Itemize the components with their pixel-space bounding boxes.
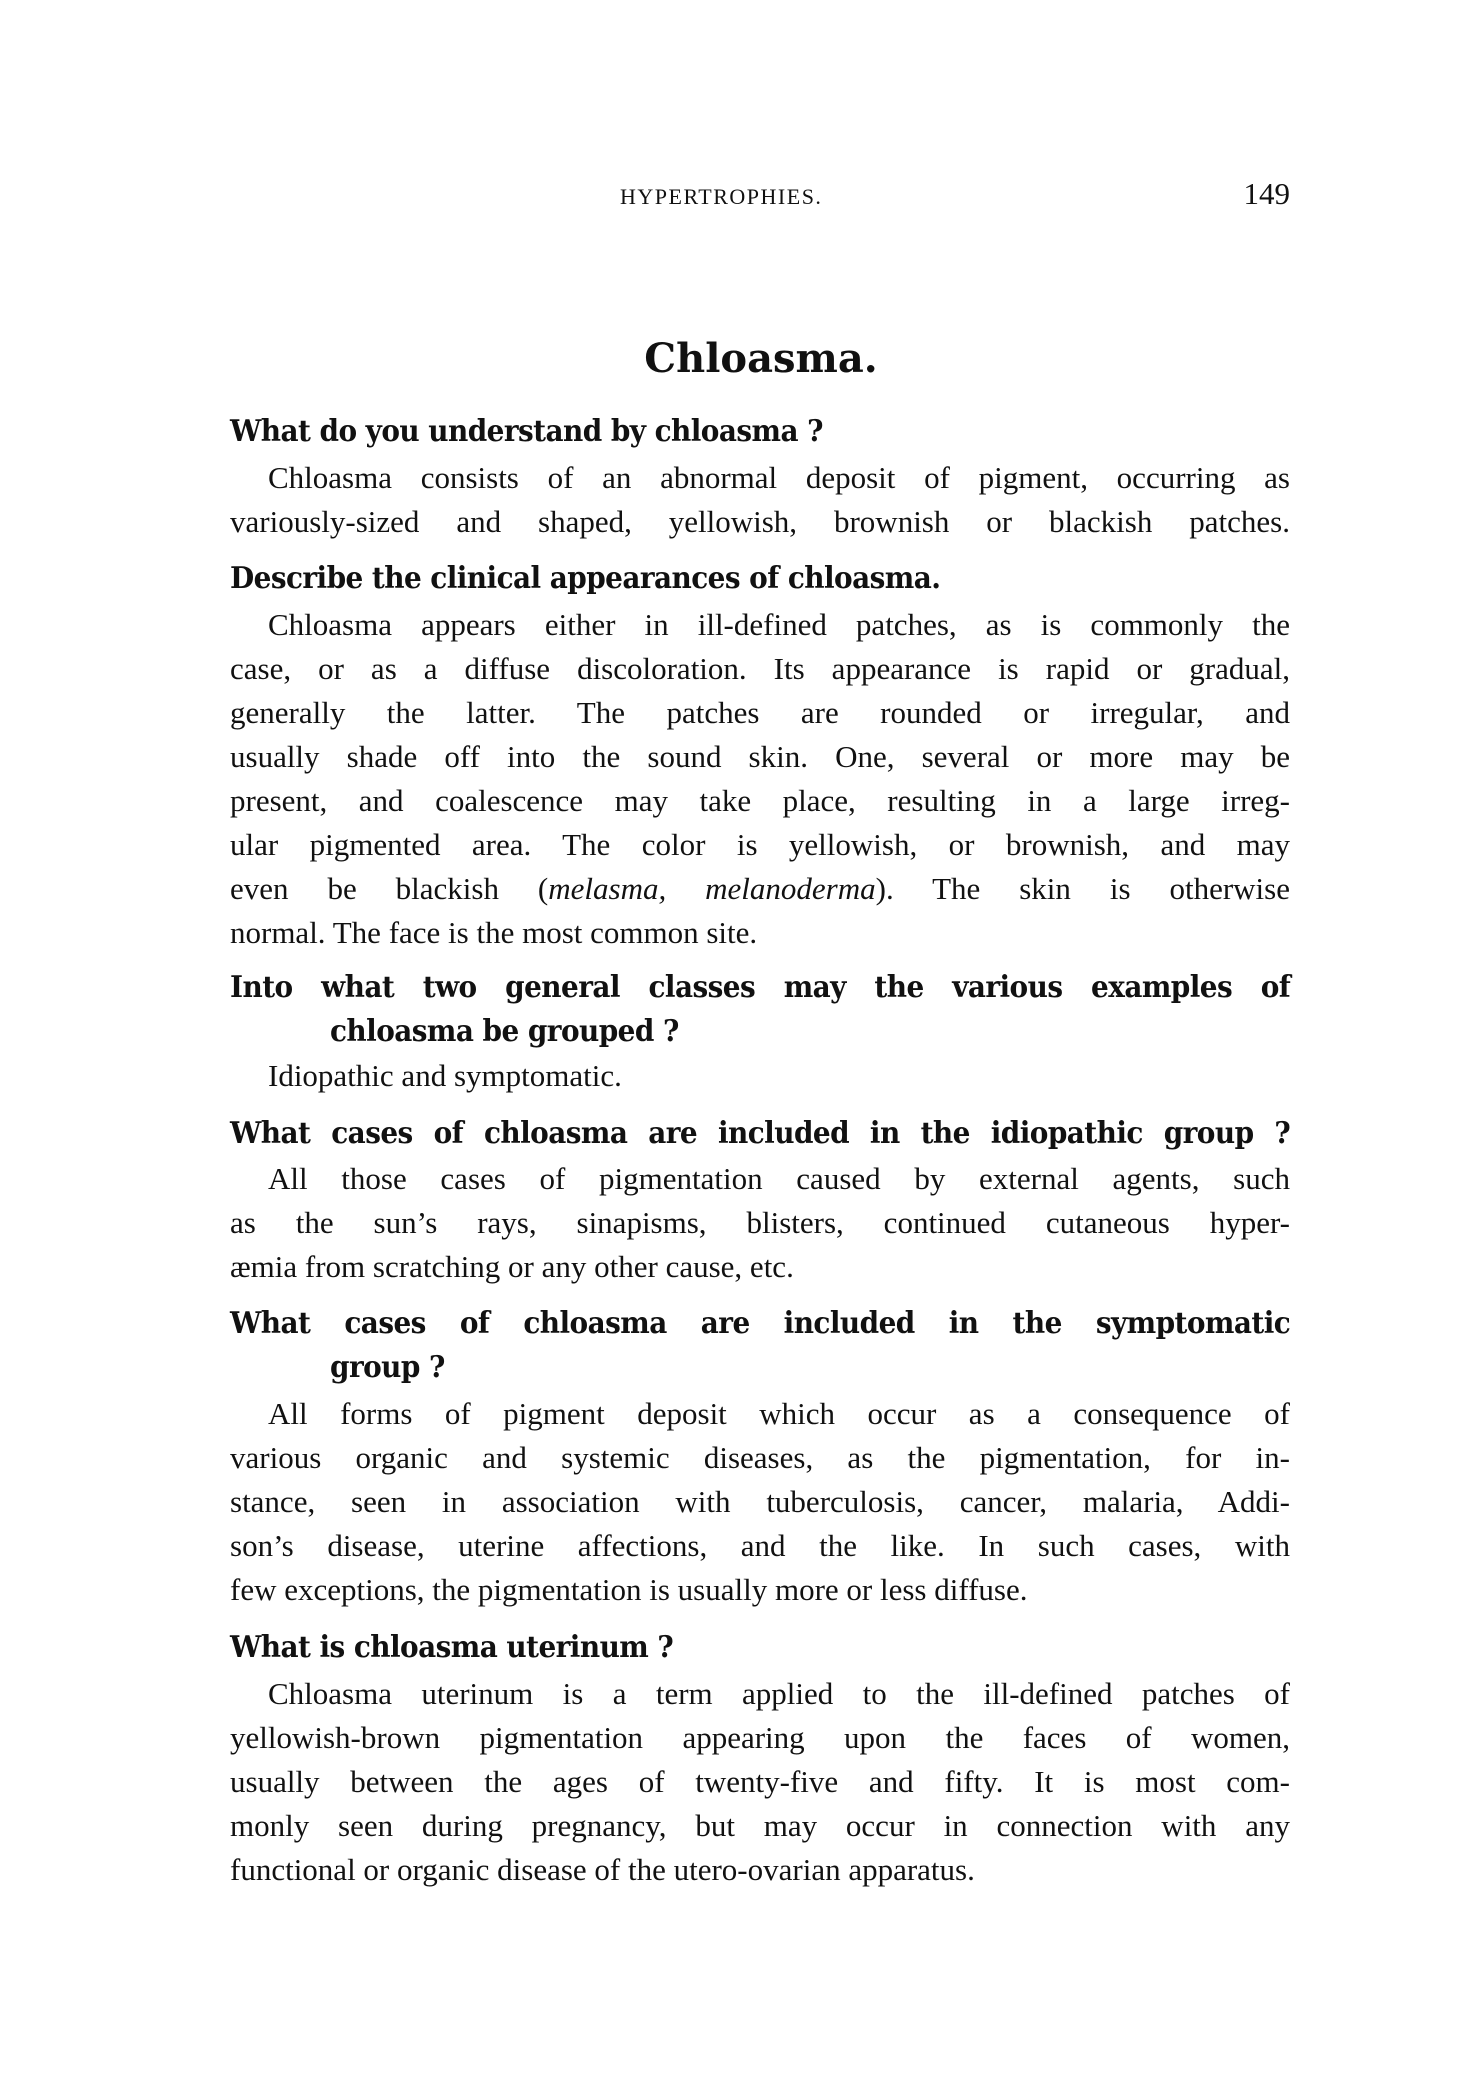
answer-line: various organic and systemic diseases, as the pigmentation, for in- [230,1440,1290,1475]
answer-line: yellowish-brown pigmentation appearing upon the faces of women, [230,1720,1290,1755]
question-heading-continuation: chloasma be grouped ? [330,1014,679,1049]
answer-line: Chloasma appears either in ill-defined patches, as is commonly the [268,607,1290,642]
answer-line: usually shade off into the sound skin. One, several or more may be [230,739,1290,774]
question-heading: Into what two general classes may the various examples of [230,970,1291,1005]
answer-line: Chloasma uterinum is a term applied to the ill-defined patches of [268,1676,1290,1711]
answer-line: variously-sized and shaped, yellowish, brownish or blackish patches. [230,504,1290,539]
answer-line: æmia from scratching or any other cause, etc. [230,1249,794,1284]
answer-line: son’s disease, uterine affections, and the like. In such cases, with [230,1528,1290,1563]
answer-text: ). The skin is otherwise [875,871,1290,906]
answer-line: usually between the ages of twenty-five and fifty. It is most com- [230,1764,1290,1799]
answer-line: ular pigmented area. The color is yellowish, or brownish, and may [230,827,1290,862]
answer-line: functional or organic disease of the utero-ovarian apparatus. [230,1852,975,1887]
chapter-title: Chloasma. [644,335,878,382]
question-heading: What do you understand by chloasma ? [230,414,823,449]
answer-line: Idiopathic and symptomatic. [268,1058,622,1093]
question-heading: What cases of chloasma are included in the idiopathic group ? [230,1116,1291,1151]
answer-line: normal. The face is the most common site. [230,915,758,950]
answer-line: as the sun’s rays, sinapisms, blisters, continued cutaneous hyper- [230,1205,1290,1240]
answer-line: stance, seen in association with tuberculosis, cancer, malaria, Addi- [230,1484,1290,1519]
answer-line: All those cases of pigmentation caused by external agents, such [268,1161,1290,1196]
page-number: 149 [1243,176,1290,211]
answer-line: monly seen during pregnancy, but may occur in connection with any [230,1808,1290,1843]
answer-line: generally the latter. The patches are rounded or irregular, and [230,695,1290,730]
answer-line: Chloasma consists of an abnormal deposit of pigment, occurring as [268,460,1290,495]
running-head-title: HYPERTROPHIES. [620,184,823,209]
question-heading: What cases of chloasma are included in the symptomatic [230,1306,1291,1341]
answer-line: case, or as a diffuse discoloration. Its appearance is rapid or gradual, [230,651,1290,686]
answer-line [230,867,1290,911]
running-head [230,176,1290,216]
question-heading: What is chloasma uterinum ? [230,1630,674,1665]
answer-line: present, and coalescence may take place, resulting in a large irreg- [230,783,1290,818]
italic-term: melasma, melanoderma [548,871,876,906]
question-heading: Describe the clinical appearances of chloasma. [230,561,941,596]
answer-line: All forms of pigment deposit which occur as a consequence of [268,1396,1290,1431]
answer-text: even be blackish ( [230,871,549,906]
answer-line: few exceptions, the pigmentation is usually more or less diffuse. [230,1572,1028,1607]
question-heading-continuation: group ? [330,1350,445,1385]
